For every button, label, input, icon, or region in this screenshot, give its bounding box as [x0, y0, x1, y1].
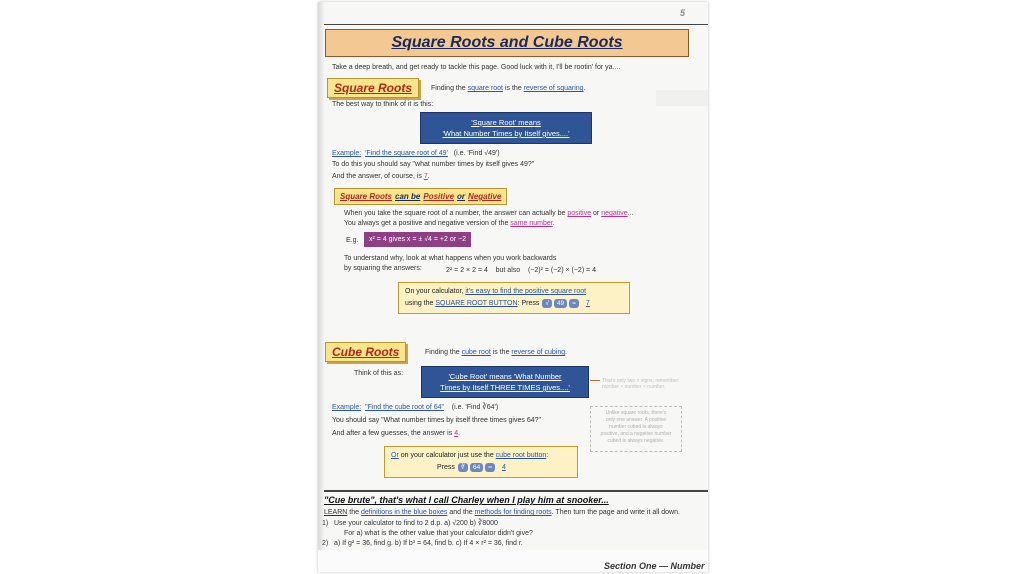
pn-l1-or: or [591, 210, 602, 217]
cu-box-line1: 'Cube Root' means 'What Number [448, 372, 562, 381]
learn-link1: definitions in the blue boxes [360, 509, 448, 516]
square-root-definition [431, 84, 586, 93]
cu-note-l4: positive, and a negative number [600, 431, 672, 437]
sq-calc-l2-pre: using the [405, 300, 436, 307]
pn-l1-neg: negative [601, 210, 628, 217]
learn-word: LEARN [324, 509, 348, 516]
posneg-line1 [344, 209, 634, 218]
square-roots-label-text: Square Roots [334, 81, 413, 95]
square-calculator-box [398, 282, 630, 314]
squaring-examples [446, 266, 596, 275]
equals-key-icon: = [569, 299, 579, 308]
cube-roots-label [325, 342, 406, 362]
posneg-label-b: can be [395, 192, 421, 201]
sq-box-line2: 'What Number Times by Itself gives....' [442, 129, 570, 138]
title-banner [325, 29, 689, 57]
bleed-through-shade [656, 90, 708, 106]
eg-label: E.g. [346, 237, 359, 244]
cu-calc-press: Press [437, 464, 455, 471]
pn-l1-end: ... [627, 210, 634, 217]
posneg-label-c: Positive [423, 192, 455, 201]
sq-calc-l1-link: it's easy to find the positive square root [465, 288, 587, 295]
cu-example-link: "Find the cube root of 64" [365, 404, 444, 411]
sq-calc-l1-pre: On your calculator, [405, 288, 466, 295]
learn-end: . Then turn the page and write it all down. [551, 509, 680, 516]
cu-note-l2: only one answer. A positive [605, 417, 667, 423]
cu-calc-end: : [546, 452, 549, 459]
sq-answer-pre: And the answer, of course, is [332, 173, 424, 180]
cu-calc-line2 [391, 462, 571, 474]
cube-note-box [590, 406, 682, 452]
page-title: Square Roots and Cube Roots [391, 34, 623, 51]
cu-def-mid: is the [490, 349, 512, 356]
square-think-text: The best way to think of it is this: [332, 101, 434, 108]
key-64: 64 [470, 463, 483, 472]
bottom-learn [324, 508, 680, 517]
cube-side-note: That's only two × signs, remember: number × number × number. [602, 378, 680, 390]
cu-def-pre: Finding the [425, 349, 462, 356]
posneg-label [334, 188, 507, 205]
cu-def-end: . [565, 349, 568, 356]
cu-answer-end: . [458, 430, 461, 437]
posneg-line2 [344, 219, 555, 228]
sq-pos: 2² = 2 × 2 = 4 [446, 267, 488, 274]
square-roots-label [327, 78, 419, 98]
cube-root-definition [425, 348, 567, 357]
pn-l2-end: . [552, 220, 555, 227]
understand-line2: by squaring the answers: [344, 265, 422, 272]
cube-answer [332, 429, 460, 438]
sq-def-pre: Finding the [431, 85, 468, 92]
cu-def-link-cube-root: cube root [461, 349, 491, 356]
top-rule [324, 24, 708, 25]
q1-text: Use your calculator to find to 2 d.p. a) √200 b) ∛8000 [334, 520, 498, 527]
posneg-label-a: Square Roots [340, 192, 393, 201]
arrow-icon [590, 380, 600, 381]
sq-example-link: 'Find the square root of 49' [365, 150, 448, 157]
sq-calc-result: 7 [585, 300, 590, 307]
sqrt-key-icon: √ [542, 299, 552, 308]
cube-think-text: Think of this as: [354, 370, 404, 377]
sq-box-line1: 'Square Root' means [471, 118, 541, 127]
learn-link2: methods for finding roots [474, 509, 552, 516]
cu-calc-mid: on your calculator just use the [398, 452, 496, 459]
but-also: but also [495, 267, 521, 274]
q2-text: a) If g² = 36, find g. b) If b³ = 64, find b. c) If 4 × r² = 36, find r. [334, 540, 523, 547]
cu-def-link-reverse: reverse of cubing [511, 349, 566, 356]
intro-text: Take a deep breath, and get ready to tackle this page. Good luck with it, I'll be rootin' for ya.... [332, 64, 621, 71]
cu-note-l3: number cubed is always [609, 424, 663, 430]
eg-formula-box: x² = 4 gives x = ± √4 = +2 or −2 [364, 232, 471, 247]
sq-answer-end: . [427, 173, 430, 180]
sq-def-link-reverse: reverse of squaring [523, 85, 584, 92]
sq-example-label: Example: [332, 150, 362, 157]
sq-answer-val: 7 [423, 173, 428, 180]
square-example [332, 149, 500, 158]
page-number: 5 [680, 8, 686, 18]
understand-line1: To understand why, look at what happens when you work backwards [344, 255, 557, 262]
learn-mid1: the [347, 509, 361, 516]
sq-def-end: . [583, 85, 586, 92]
page-binding [318, 2, 324, 572]
cu-answer-val: 4 [454, 430, 459, 437]
pn-l1-pos: positive [567, 210, 592, 217]
key-49: 49 [554, 299, 567, 308]
cu-calc-result: 4 [502, 464, 506, 471]
cube-root-definition-box [421, 366, 589, 398]
cu-example-label: Example: [332, 404, 362, 411]
bottom-rule [324, 490, 708, 492]
cube-example [332, 403, 498, 412]
sq-calc-line1 [405, 286, 623, 298]
square-answer [332, 172, 430, 181]
cube-roots-label-text: Cube Roots [332, 345, 400, 359]
sq-neg: (−2)² = (−2) × (−2) = 4 [527, 267, 597, 274]
sq-calc-line2 [405, 298, 623, 310]
pn-l2-pre: You always get a positive and negative version of the [344, 220, 511, 227]
cu-calc-line1 [391, 450, 571, 462]
bottom-headline: "Cue brute", that's what I call Charley when I play him at snooker... [324, 495, 609, 505]
cu-note-l5: cubed is always negative. [607, 438, 665, 444]
cu-answer-pre: And after a few guesses, the answer is [332, 430, 455, 437]
pn-l1-pre: When you take the square root of a number, the answer can actually be [344, 210, 568, 217]
cu-calc-link: cube root button [495, 452, 547, 459]
pn-l2-link: same number [510, 220, 553, 227]
q1-number: 1) [322, 520, 329, 527]
cu-note-l1: Unlike square roots, there's [605, 410, 667, 416]
square-todo: To do this you should say "what number times by itself gives 49?" [332, 161, 535, 168]
cu-calc-or: Or [391, 452, 399, 459]
sq-calc-l2-link: SQUARE ROOT BUTTON [435, 300, 518, 307]
q2-number: 2) [322, 540, 329, 547]
square-root-definition-box [420, 112, 592, 144]
posneg-label-d: or [457, 192, 466, 201]
learn-mid2: and the [447, 509, 475, 516]
cu-example-post: (i.e. 'Find ∛64') [451, 404, 499, 411]
cu-box-line2: Times by Itself THREE TIMES gives....' [440, 383, 570, 392]
equals-key-icon: = [485, 463, 495, 472]
sq-def-mid: is the [503, 85, 524, 92]
cube-calculator-box [384, 446, 578, 478]
sq-calc-press: : Press [517, 300, 540, 307]
posneg-label-e: Negative [468, 192, 502, 201]
textbook-page [318, 2, 708, 572]
sq-def-link-square-root: square root [467, 85, 504, 92]
cube-should: You should say "What number times by itself three times gives 64?" [332, 417, 541, 424]
q1b-text: For a) what is the other value that your calculator didn't give? [344, 530, 533, 537]
cube-root-key-icon: ∛ [458, 463, 468, 472]
sq-example-post: (i.e. 'Find √49') [453, 150, 500, 157]
section-footer: Section One — Number [604, 561, 705, 571]
